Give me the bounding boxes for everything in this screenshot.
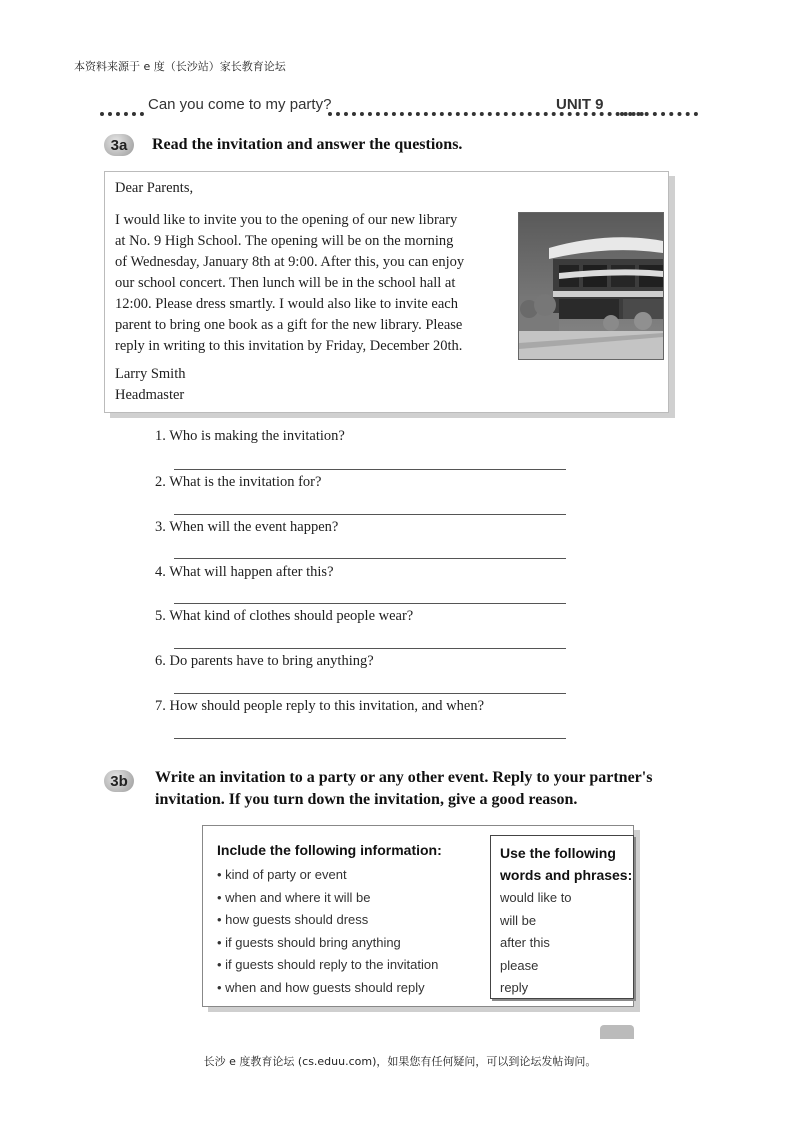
use-phrases-box xyxy=(490,835,634,999)
letter-line: parent to bring one book as a gift for the new library. Please xyxy=(115,317,463,333)
section-badge-3a: 3a xyxy=(104,134,134,156)
letter-line: at No. 9 High School. The opening will be on the morning xyxy=(115,233,454,249)
include-item: • when and where it will be xyxy=(217,889,371,905)
letter-line: of Wednesday, January 8th at 9:00. After this, you can enjoy xyxy=(115,254,465,270)
letter-line: 12:00. Please dress smartly. I would also like to invite each xyxy=(115,296,458,312)
letter-greeting: Dear Parents, xyxy=(115,180,194,196)
letter-line: our school concert. Then lunch will be in the school hall at xyxy=(115,275,456,291)
answer-line-6[interactable] xyxy=(174,693,566,694)
signature-name: Larry Smith xyxy=(115,366,186,382)
question-4: 4. What will happen after this? xyxy=(155,564,334,580)
answer-line-5[interactable] xyxy=(174,648,566,649)
include-item: • if guests should reply to the invitation xyxy=(217,957,439,973)
use-list xyxy=(500,887,572,1000)
answer-line-1[interactable] xyxy=(174,469,566,470)
include-heading: Include the following information: xyxy=(217,842,442,858)
unit-topic: Can you come to my party? xyxy=(148,96,332,113)
question-1: 1. Who is making the invitation? xyxy=(155,428,345,444)
answer-line-4[interactable] xyxy=(174,603,566,604)
include-item: • if guests should bring anything xyxy=(217,934,401,950)
use-item: will be xyxy=(500,912,537,928)
answer-line-3[interactable] xyxy=(174,558,566,559)
answer-line-7[interactable] xyxy=(174,738,566,739)
use-item: reply xyxy=(500,980,529,996)
instruction-3a: Read the invitation and answer the questions. xyxy=(152,136,463,153)
question-7: 7. How should people reply to this invitation, and when? xyxy=(155,698,485,714)
letter-body xyxy=(115,210,464,357)
use-item: after this xyxy=(500,935,550,951)
use-item: please xyxy=(500,957,539,973)
unit-header xyxy=(100,96,698,120)
use-heading: Use the following words and phrases: xyxy=(500,845,633,883)
include-item: • kind of party or event xyxy=(217,867,347,882)
unit-label: UNIT 9 xyxy=(556,96,604,113)
question-3: 3. When will the event happen? xyxy=(155,519,339,535)
dotted-rule-right xyxy=(620,100,698,116)
section-badge-3b: 3b xyxy=(104,770,134,792)
letter-line: I would like to invite you to the opening of our new library xyxy=(115,212,458,228)
page-number-tab xyxy=(600,1025,634,1039)
question-5: 5. What kind of clothes should people wear? xyxy=(155,608,414,624)
include-item: • when and how guests should reply xyxy=(217,979,425,995)
include-list xyxy=(217,864,438,1000)
include-item: • how guests should dress xyxy=(217,912,369,928)
question-6: 6. Do parents have to bring anything? xyxy=(155,653,374,669)
dotted-rule-left xyxy=(100,100,144,116)
use-item: would like to xyxy=(500,890,572,905)
question-2: 2. What is the invitation for? xyxy=(155,474,322,490)
instruction-3b-line2: invitation. If you turn down the invitation, give a good reason. xyxy=(155,791,578,808)
letter-line: reply in writing to this invitation by Friday, December 20th. xyxy=(115,338,463,354)
answer-line-2[interactable] xyxy=(174,514,566,515)
source-note: 本资料来源于 e 度（长沙站）家长教育论坛 xyxy=(74,60,286,73)
signature-title: Headmaster xyxy=(115,387,185,403)
footer-note: 长沙 e 度教育论坛 (cs.eduu.com)，如果您有任何疑问，可以到论坛发帖询问。 xyxy=(203,1055,597,1068)
library-building-photo xyxy=(518,212,664,360)
instruction-3b-line1: Write an invitation to a party or any other event. Reply to your partner's xyxy=(155,769,653,786)
